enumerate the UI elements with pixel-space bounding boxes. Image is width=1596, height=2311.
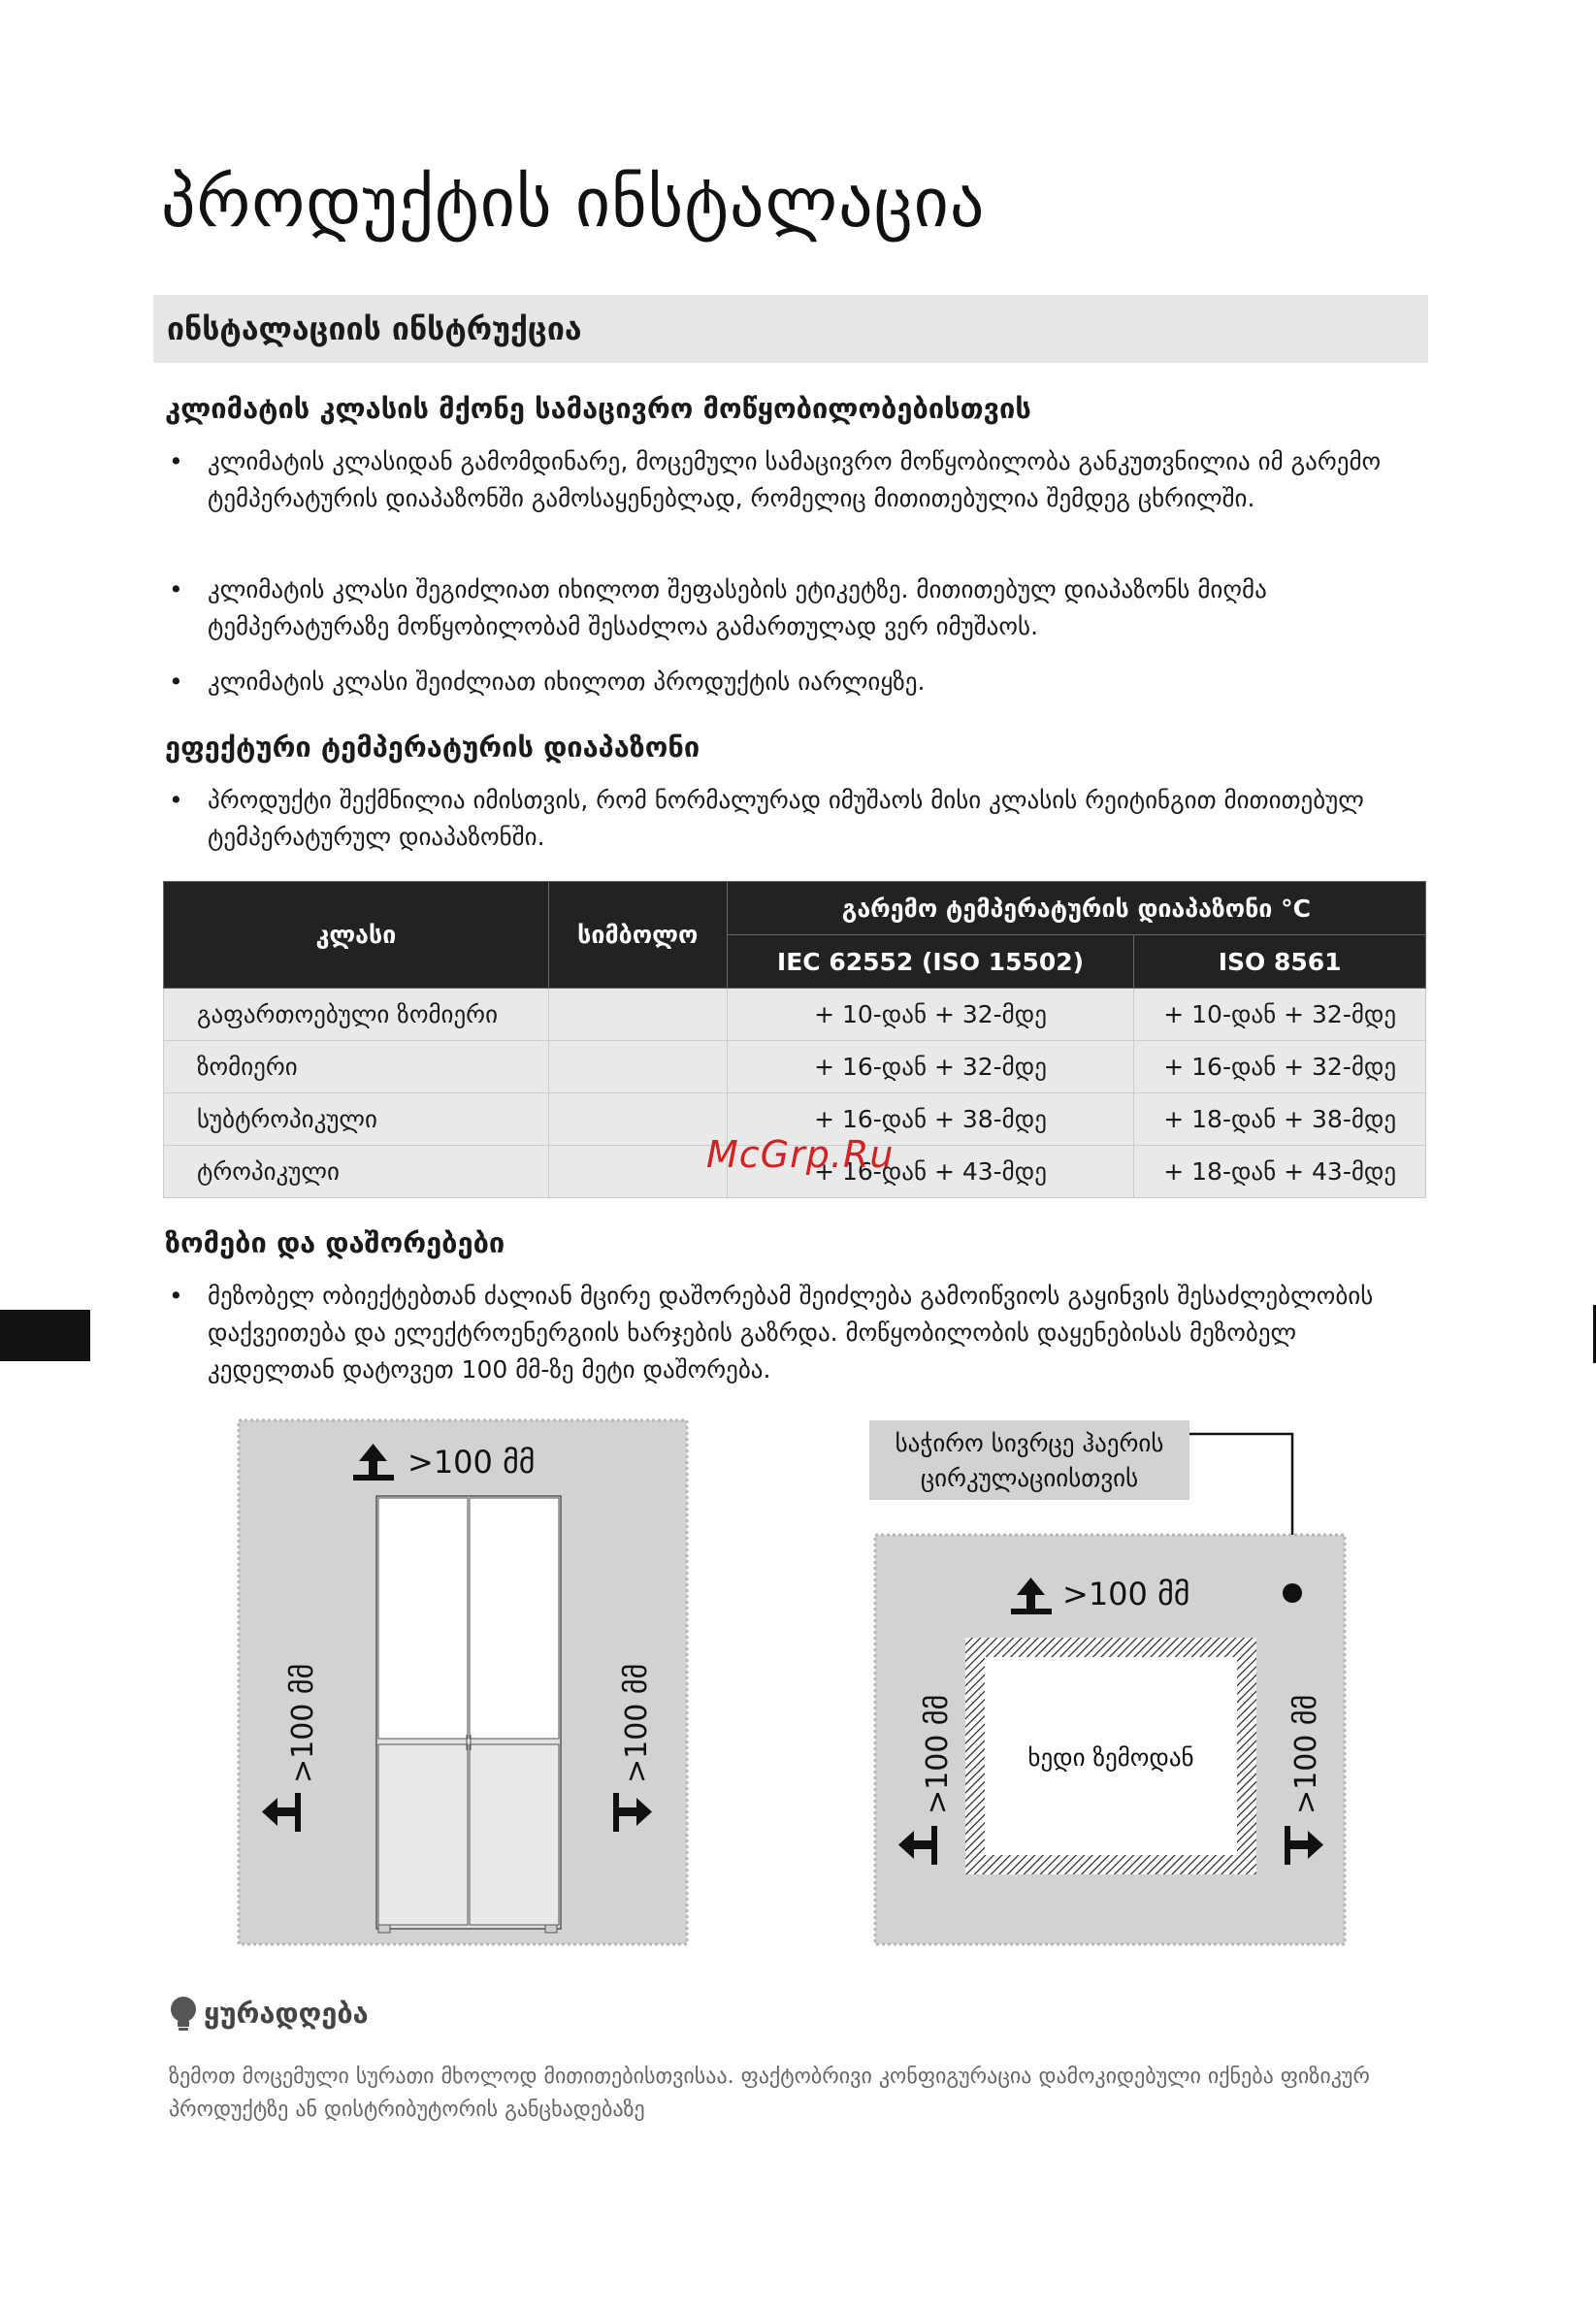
list-item-text: პროდუქტი შექმნილია იმისთვის, რომ ნორმალურად იმუშაოს მისი კლასის რეიტინგით მითითებულ ტემპერატურულ დიაპაზონში. (208, 786, 1364, 851)
lightbulb-icon (167, 1995, 200, 2034)
leader-dot (1283, 1583, 1302, 1603)
bullet-dot: • (169, 447, 183, 475)
bullet-dot: • (169, 1282, 183, 1310)
watermark: McGrp.Ru (706, 1133, 895, 1176)
section-header (153, 295, 1428, 363)
list-item-text: კლიმატის კლასი შეიძლიათ იხილოთ პროდუქტის იარლიყზე. (208, 667, 926, 696)
col-header-range: გარემო ტემპერატურის დიაპაზონი °C (727, 882, 1425, 935)
cell-iso: + 18-დან + 38-მდე (1134, 1093, 1426, 1146)
clearance-heading: ზომები და დაშორებები (165, 1226, 505, 1259)
bullet-dot: • (169, 667, 183, 696)
bullet-dot: • (169, 575, 183, 603)
list-item-text: კლიმატის კლასი შეგიძლიათ იხილოთ შეფასების ეტიკეტზე. მითითებულ დიაპაზონს მიღმა ტემპერატურაზე მოწყობილობამ შესაძლოა გამართულად ვერ იმუშაოს. (208, 575, 1267, 640)
col-header-symbol: სიმბოლო (548, 882, 727, 989)
top-view-diagram (863, 1416, 1358, 1950)
section-header-label: ინსტალაციის ინსტრუქცია (167, 310, 582, 347)
col-header-class: კლასი (164, 882, 549, 989)
cell-iec: + 16-დან + 32-მდე (727, 1041, 1134, 1093)
cell-iso: + 18-დან + 43-მდე (1134, 1146, 1426, 1198)
page-title: პროდუქტის ინსტალაცია (161, 163, 986, 243)
cell-class: ზომიერი (164, 1041, 549, 1093)
top-view-label: ხედი ზემოდან (1027, 1743, 1194, 1772)
fridge-front-icon (376, 1496, 561, 1933)
bullet-dot: • (169, 786, 183, 814)
cell-symbol (548, 1093, 727, 1146)
list-item-text: მეზობელ ობიექტებთან ძალიან მცირე დაშორებამ შეიძლება გამოიწვიოს გაყინვის შესაძლებლობის დაქვეითება და ელექტროენერგიის ხარჯების გაზრდა. მოწყობილობის დაყენებისას მეზობელ კედელთან დატოვეთ 100 მმ-ზე მეტი დაშორება. (208, 1282, 1374, 1383)
col-header-iec: IEC 62552 (ISO 15502) (727, 935, 1134, 989)
cell-iec: + 16-დან + 43-მდე (727, 1146, 1134, 1198)
cell-class: გაფართოებული ზომიერი (164, 989, 549, 1041)
gap-label-left: >100 მმ (921, 1694, 955, 1814)
air-label-line1: საჭირო სივრცე ჰაერის (895, 1429, 1164, 1457)
col-header-iso: ISO 8561 (1134, 935, 1426, 989)
list-item (165, 664, 1426, 700)
gap-label-right: >100 მმ (1289, 1694, 1323, 1814)
gap-label-left: >100 მმ (286, 1663, 320, 1783)
cell-iec: + 10-დან + 32-მდე (727, 989, 1134, 1041)
gap-label-right: >100 მმ (620, 1663, 654, 1783)
page-tab-marker (0, 1310, 90, 1361)
list-item (165, 443, 1426, 554)
cell-class: ტროპიკული (164, 1146, 549, 1198)
cell-symbol (548, 989, 727, 1041)
table-row (164, 989, 1426, 1041)
front-view-diagram (233, 1415, 699, 1948)
gap-label-top: >100 მმ (1062, 1576, 1190, 1612)
list-item-text: კლიმატის კლასიდან გამომდინარე, მოცემული სამაცივრო მოწყობილობა განკუთვნილია იმ გარემო ტემპერატურის დიაპაზონში გამოსაყენებლად, რომელიც მითითებულია შემდეგ ცხრილში. (208, 447, 1382, 512)
cell-iso: + 10-დან + 32-მდე (1134, 989, 1426, 1041)
temperature-range-heading: ეფექტური ტემპერატურის დიაპაზონი (165, 731, 700, 764)
table-row (164, 1041, 1426, 1093)
list-item (165, 782, 1426, 856)
cell-class: სუბტროპიკული (164, 1093, 549, 1146)
climate-class-heading: კლიმატის კლასის მქონე სამაცივრო მოწყობილობებისთვის (165, 392, 1031, 425)
cell-iec: + 16-დან + 38-მდე (727, 1093, 1134, 1146)
list-item (165, 571, 1426, 645)
cell-iso: + 16-დან + 32-მდე (1134, 1041, 1426, 1093)
note-title: ყურადღება (204, 1997, 369, 2030)
list-item (165, 1278, 1426, 1388)
note-text: ზემოთ მოცემული სურათი მხოლოდ მითითებისთვისაა. ფაქტობრივი კონფიგურაცია დამოკიდებული იქნება ფიზიკურ პროდუქტზე ან დისტრიბუტორის განცხადებაზე (169, 2065, 1370, 2122)
air-label-line2: ცირკულაციისთვის (920, 1464, 1139, 1492)
cell-symbol (548, 1146, 727, 1198)
cell-symbol (548, 1041, 727, 1093)
gap-label-top: >100 მმ (407, 1444, 536, 1481)
